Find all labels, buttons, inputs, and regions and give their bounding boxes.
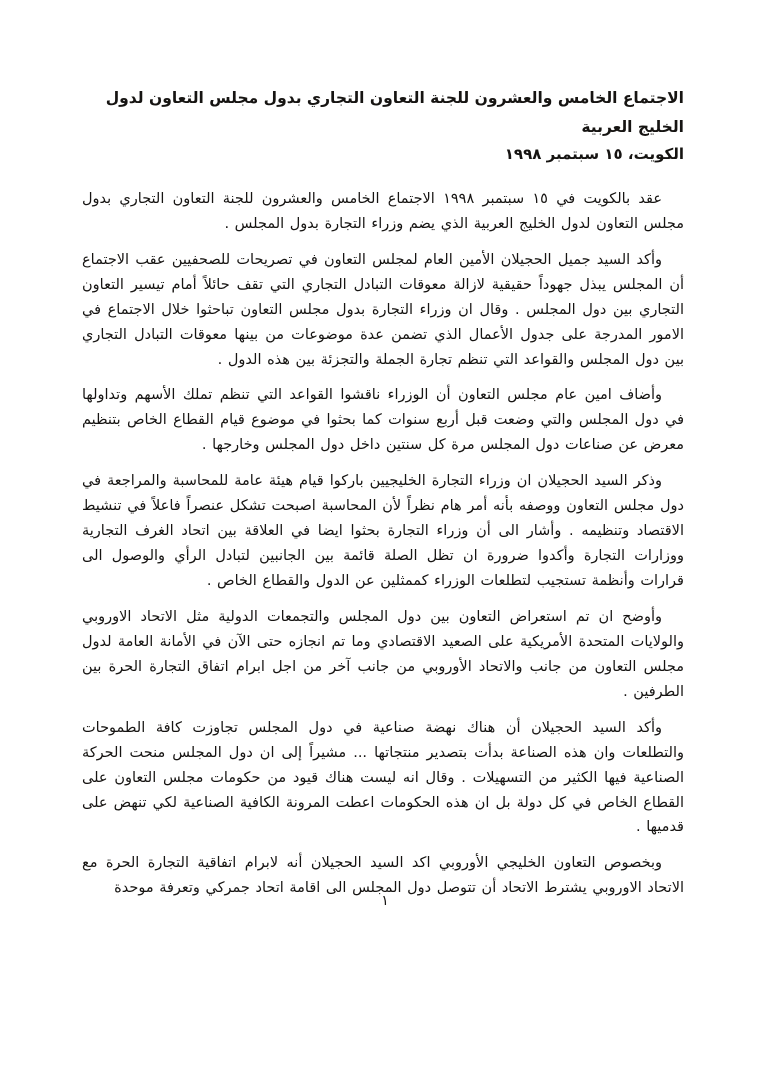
page-number: ١ [381, 893, 389, 909]
paragraph-6: وأكد السيد الحجيلان أن هناك نهضة صناعية في دول المجلس تجاوزت كافة الطموحات والتطلعات وان هذه الصناعة بدأت بتصدير منتجاتها ... مشيراً إلى ان دول المجلس منحت الحركة الصناعية فيها الكثير من التسهيلات . وقال انه ليست هناك قيود من حكومات مجلس التعاون على القطاع الخاص في كل دولة بل ان هذه الحكومات اعطت المرونة الكافية الصناعية لكي تنهض على قدميها . [82, 719, 684, 836]
document-title: الاجتماع الخامس والعشرون للجنة التعاون التجاري بدول مجلس التعاون لدول الخليج العربية [105, 89, 684, 137]
paragraph-1: عقد بالكويت في ١٥ سبتمبر ١٩٩٨ الاجتماع الخامس والعشرون للجنة التعاون التجاري بدول مجلس التعاون لدول الخليج العربية الذي يضم وزراء التجارة بدول المجلس . [82, 190, 684, 232]
document-subtitle: الكويت، ١٥ سبتمبر ١٩٩٨ [504, 144, 684, 163]
document-body [82, 187, 684, 901]
paragraph-4: وذكر السيد الحجيلان ان وزراء التجارة الخليجيين باركوا قيام هيئة عامة للمحاسبة والمراجعة في دول مجلس التعاون ووصفه بأنه أمر هام نظراً لأن المحاسبة اصبحت تشكل عنصراً فاعلاً في تنشيط الاقتصاد وتنظيمه . وأشار الى أن وزراء التجارة بحثوا ايضا في العلاقة بين اتحاد الغرف التجارية ووزارات التجارة وأكدوا ضرورة ان تظل الصلة قائمة بين الجانبين لتبادل الرأي والوصول الى قرارات وأنظمة تستجيب لتطلعات الوزراء كممثلين عن الدول والقطاع الخاص . [82, 473, 684, 589]
paragraph-2: وأكد السيد جميل الحجيلان الأمين العام لمجلس التعاون في تصريحات للصحفيين عقب الاجتماع أن المجلس يبذل جهوداً حقيقية لازالة معوقات التبادل التجاري التي تقف حائلاً أمام تيسير التعاون التجاري بين دول المجلس . وقال ان وزراء التجارة بدول مجلس التعاون تباحثوا خلال الاجتماع في الامور المدرجة على جدول الأعمال الذي تضمن عدة موضوعات من بينها معوقات التبادل التجاري بين دول المجلس والقواعد التي تنظم تجارة الجملة والتجزئة بين هذه الدول . [82, 251, 684, 368]
paragraph-7: وبخصوص التعاون الخليجي الأوروبي اكد السيد الحجيلان أنه لابرام اتفاقية التجارة الحرة مع الاتحاد الاوروبي يشترط الاتحاد أن تتوصل دول المجلس الى اقامة اتحاد جمركي وتعرفة موحدة [82, 855, 684, 897]
page-footer [0, 890, 770, 909]
document-header [82, 84, 684, 163]
paragraph-5: وأوضح ان تم استعراض التعاون بين دول المجلس والتجمعات الدولية مثل الاتحاد الاوروبي والولايات المتحدة الأمريكية على الصعيد الاقتصادي وما تم انجازه حتى الآن في الأمانة العامة لدول مجلس التعاون من جانب والاتحاد الأوروبي من جانب آخر من اجل ابرام اتفاق التجارة الحرة بين الطرفين . [82, 608, 684, 700]
paragraph-3: وأضاف امين عام مجلس التعاون أن الوزراء ناقشوا القواعد التي تنظم تملك الأسهم وتداولها في دول المجلس والتي وضعت قبل أربع سنوات كما بحثوا في موضوع قيام القطاع الخاص بتنظيم معرض عن صناعات دول المجلس مرة كل سنتين داخل دول المجلس وخارجها . [82, 387, 684, 454]
document-content [82, 84, 684, 912]
